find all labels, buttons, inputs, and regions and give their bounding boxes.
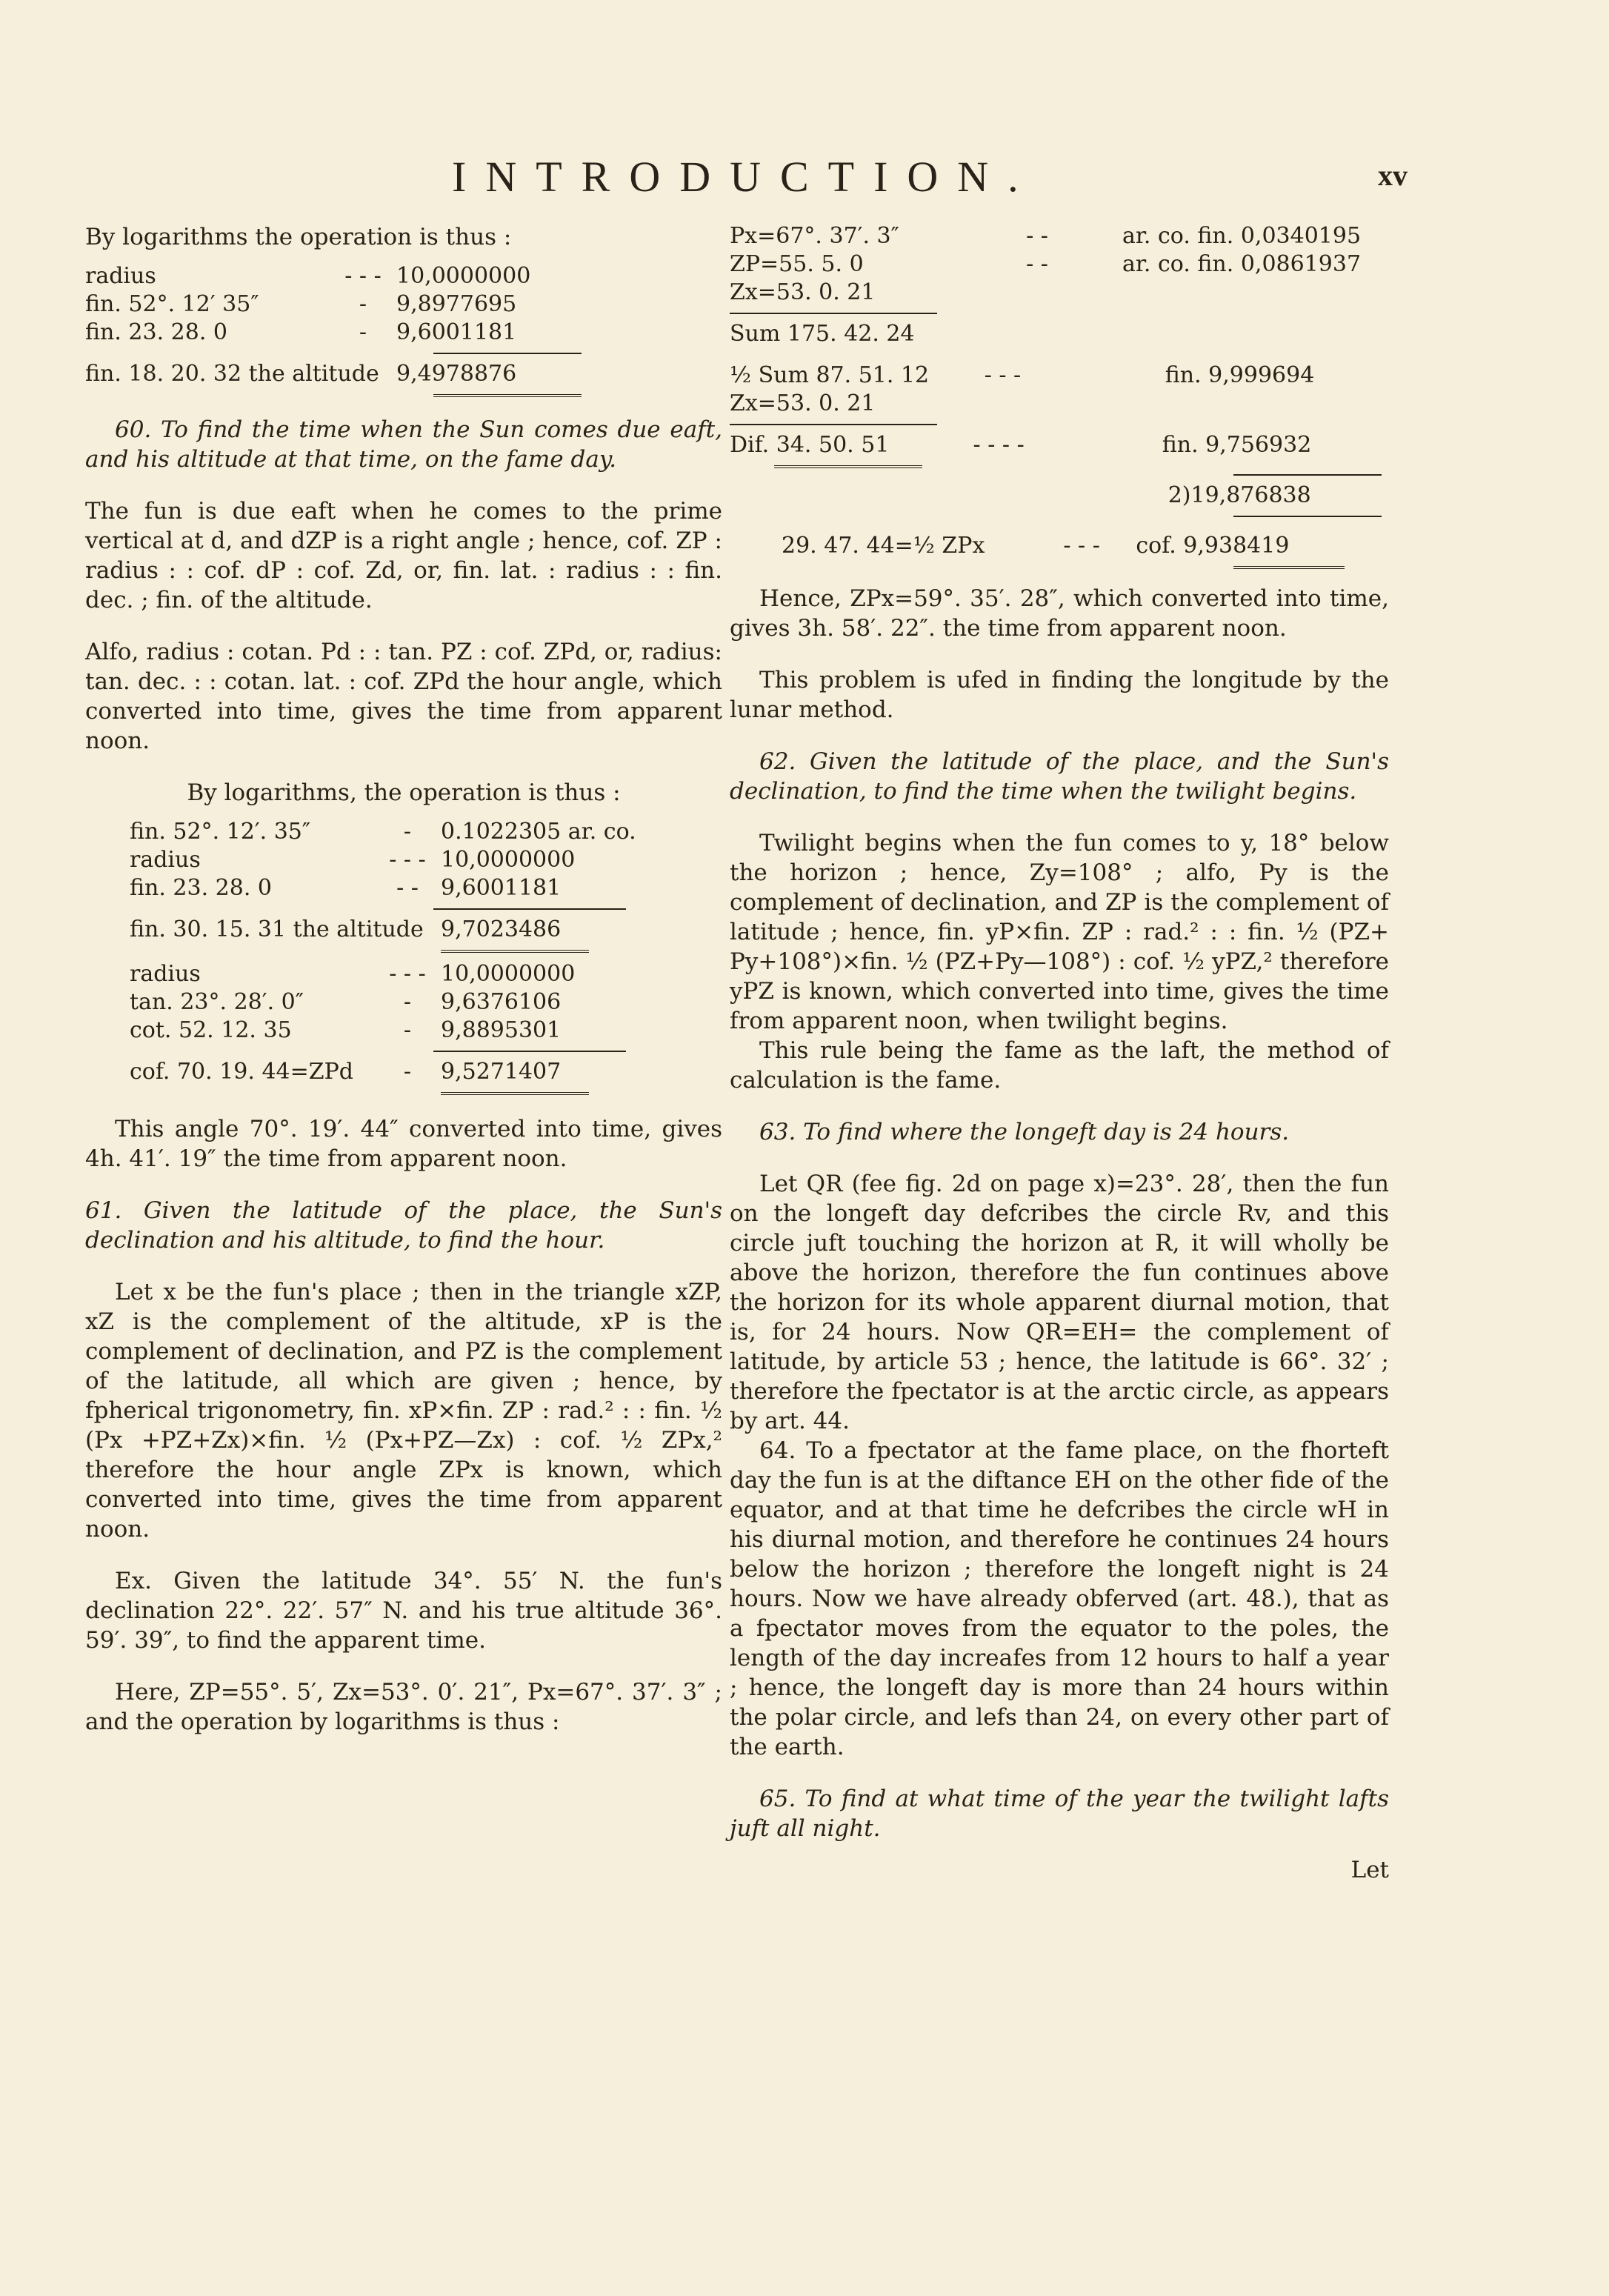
log-row: radius - - - 10,0000000: [130, 961, 576, 987]
log-row: ZP=55. 5. 0 - - ar. co. fin. 0,0861937: [730, 251, 1362, 277]
sum-rule: [1233, 474, 1382, 476]
sum-rule: [433, 908, 626, 910]
left-column: [85, 222, 722, 1759]
log-row: fin. 52°. 12′ 35″ - 9,8977695: [85, 291, 517, 317]
sum-rule: [1233, 516, 1382, 517]
log-result-row: fin. 18. 20. 32 the altitude 9,4978876: [85, 361, 517, 387]
article-60-heading: 60. To find the time when the Sun comes due eaft, and his altitude at that time, on the fame day.: [85, 416, 722, 473]
article-60-paragraph-1: The fun is due eaft when he comes to the prime vertical at d, and dZP is a right angle ; hence, cof. ZP : radius : : cof. dP : cof. Zd, or, fin. lat. : radius : : fin. dec. ; fin. of the altitude.: [85, 498, 722, 613]
log-result-row: 29. 47. 44=½ ZPx - - - cof. 9,938419: [782, 533, 1290, 559]
running-title: INTRODUCTION.: [452, 153, 1038, 201]
here-paragraph: Here, ZP=55°. 5′, Zx=53°. 0′. 21″, Px=67°. 37′. 3″ ; and the operation by logarithms is thus :: [85, 1679, 722, 1735]
difference-rule: [730, 424, 937, 425]
log-table-4: [730, 222, 1389, 569]
log-row: 2)19,876838: [1167, 482, 1311, 508]
angle-conversion-paragraph: This angle 70°. 19′. 44″ converted into time, gives 4h. 41′. 19″ the time from apparent noon.: [85, 1116, 722, 1172]
right-column: [730, 222, 1389, 1883]
article-60-paragraph-2: Alfo, radius : cotan. Pd : : tan. PZ : cof. ZPd, or, radius: tan. dec. : : cotan. lat. : cof. ZPd the hour angle, which converted into time, gives the time from apparent noon.: [85, 639, 722, 754]
hence-paragraph: Hence, ZPx=59°. 35′. 28″, which converted into time, gives 3h. 58′. 22″. the time from apparent noon.: [730, 585, 1389, 642]
sum-rule: [433, 353, 582, 354]
log-table-2: [130, 818, 722, 953]
log-row: radius - - - 10,0000000: [85, 263, 531, 289]
log-intro-line: By logarithms the operation is thus :: [85, 224, 512, 250]
article-62-heading: 62. Given the latitude of the place, and the Sun's declination, to find the time when the twilight begins.: [730, 748, 1389, 805]
article-63-heading: 63. To find where the longeft day is 24 hours.: [759, 1119, 1290, 1145]
page-number: xv: [1378, 159, 1408, 192]
article-63-paragraph: Let QR (fee fig. 2d on page x)=23°. 28′, then the fun on the longeft day defcribes the circle Rv, and this circle juft touching the horizon at R, it will wholly be above the horizon, therefore the fun continues above the horizon for its whole apparent diurnal motion, that is, for 24 hours. Now QR=EH= the complement of latitude, by article 53 ; hence, the latitude is 66°. 32′ ; therefore the fpectator is at the arctic circle, as appears by art. 44.: [730, 1171, 1389, 1434]
article-64-paragraph: 64. To a fpectator at the fame place, on the fhorteft day the fun is at the diftance EH on the other fide of the equator, and at that time he defcribes the circle wH in his diurnal motion, and therefore he continues 24 hours below the horizon ; therefore the longeft night is 24 hours. Now we have already obferved (art. 48.), that as a fpectator moves from the equator to the poles, the length of the day increafes from 12 hours to half a year ; hence, the longeft day is more than 24 hours within the polar circle, and lefs than 24, on every other part of the earth.: [730, 1437, 1389, 1760]
result-rule: [441, 950, 589, 953]
double-rule: [774, 465, 922, 468]
result-rule: [1233, 566, 1345, 569]
result-rule: [441, 1092, 589, 1095]
log-table-3: [130, 960, 722, 1095]
sum-rule: [730, 313, 937, 314]
example-paragraph: Ex. Given the latitude 34°. 55′ N. the fun's declination 22°. 22′. 57″ N. and his true altitude 36°. 59′. 39″, to find the apparent time.: [85, 1568, 722, 1654]
lunar-method-paragraph: This problem is ufed in finding the longitude by the lunar method.: [730, 667, 1389, 723]
catchword: Let: [1350, 1857, 1389, 1883]
article-65-heading: 65. To find at what time of the year the twilight lafts juft all night.: [730, 1786, 1389, 1842]
article-61-paragraph: Let x be the fun's place ; then in the triangle xZP, xZ is the complement of the altitude, xP is the complement of declination, and PZ is the complement of the latitude, all which are given ; hence, by fpherical trigonometry, fin. xP×fin. ZP : rad.² : : fin. ½ (Px +PZ+Zx)×fin. ½ (Px+PZ—Zx) : cof. ½ ZPx,² therefore the hour angle ZPx is known, which converted into time, gives the time from apparent noon.: [85, 1279, 722, 1543]
log-row: tan. 23°. 28′. 0″ - 9,6376106: [130, 989, 562, 1015]
log-result-row: cof. 70. 19. 44=ZPd - 9,5271407: [130, 1059, 562, 1085]
log-row: Dif. 34. 50. 51 - - - - fin. 9,756932: [730, 432, 1312, 458]
log-row: fin. 52°. 12′. 35″ - 0.1022305 ar. co.: [130, 819, 636, 845]
log-row: ½ Sum 87. 51. 12 - - - fin. 9,999694: [730, 362, 1315, 388]
result-rule: [433, 394, 582, 397]
log-row: Zx=53. 0. 21: [730, 279, 876, 305]
log-result-row: fin. 30. 15. 31 the altitude 9,7023486: [130, 916, 562, 942]
article-62-paragraph-1: Twilight begins when the fun comes to y, 18° below the horizon ; hence, Zy=108° ; alfo, Py is the complement of declination, and ZP is the complement of latitude ; hence, fin. yP×fin. ZP : rad.² : : fin. ½ (PZ+ Py+108°)×fin. ½ (PZ+Py—108°) : cof. ½ yPZ,² therefore yPZ is known, which converted into time, gives the time from apparent noon, when twilight begins.: [730, 830, 1389, 1034]
log-row: radius - - - 10,0000000: [130, 847, 576, 873]
log-intro-line-2: By logarithms, the operation is thus :: [187, 779, 621, 806]
log-row: cot. 52. 12. 35 - 9,8895301: [130, 1017, 562, 1043]
article-62-paragraph-2: This rule being the fame as the laft, the method of calculation is the fame.: [730, 1037, 1389, 1094]
log-row: fin. 23. 28. 0 - 9,6001181: [85, 319, 517, 345]
log-row: fin. 23. 28. 0 - - 9,6001181: [130, 875, 562, 901]
log-row: Zx=53. 0. 21: [730, 390, 876, 416]
sum-row: Sum 175. 42. 24: [730, 321, 915, 347]
sum-rule: [433, 1051, 626, 1052]
page-header: [0, 152, 1609, 204]
article-61-heading: 61. Given the latitude of the place, the Sun's declination and his altitude, to find the hour.: [85, 1197, 722, 1254]
log-row: Px=67°. 37′. 3″ - - ar. co. fin. 0,0340195: [730, 223, 1362, 249]
log-table-1: [85, 262, 722, 397]
